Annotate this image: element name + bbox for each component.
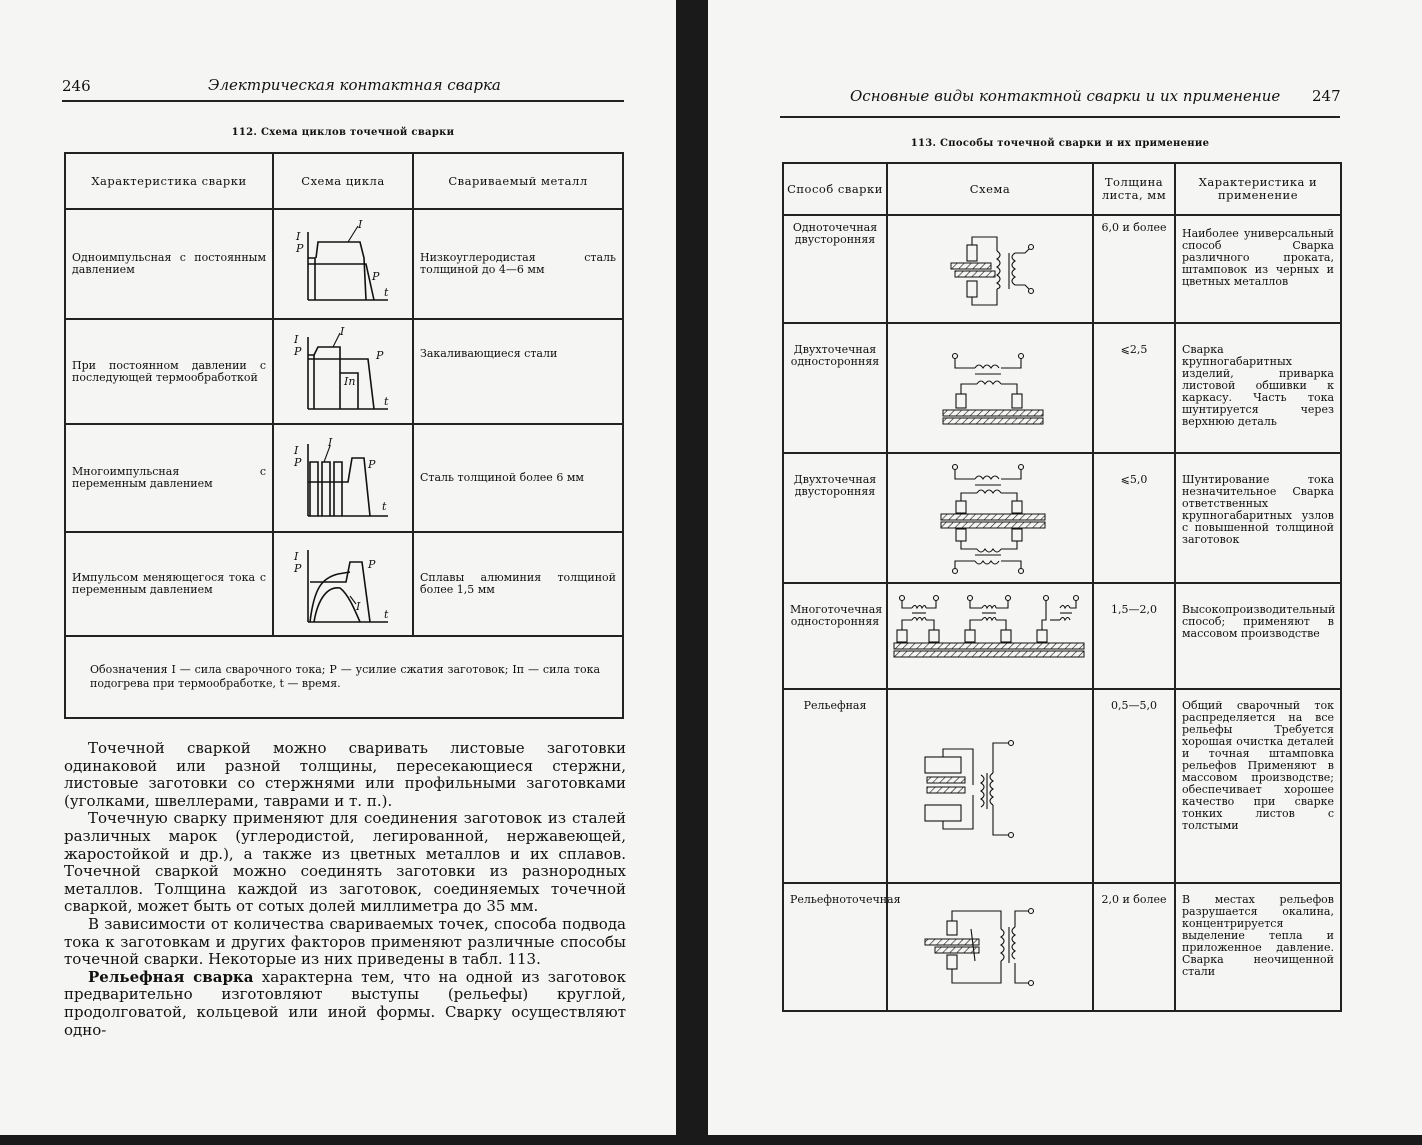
scheme-diagram-1 bbox=[887, 215, 1093, 323]
table-113-header-scheme: Схема bbox=[887, 163, 1093, 215]
body-text-left bbox=[64, 740, 626, 1039]
svg-text:I: I bbox=[340, 325, 345, 338]
table-112-row-2-type: При постоянном давлении с последующей термообработкой bbox=[72, 358, 266, 384]
scheme-diagram-6 bbox=[887, 883, 1093, 1011]
svg-text:P: P bbox=[368, 457, 376, 471]
table-113-header-method: Способ сварки bbox=[783, 163, 887, 215]
table-113-row-5-thickness: 0,5—5,0 bbox=[1111, 699, 1157, 712]
table-112-header-cycle: Схема цикла bbox=[273, 153, 413, 209]
svg-text:P: P bbox=[376, 349, 384, 362]
page-number-left: 246 bbox=[62, 77, 91, 95]
table-113-row-2-thickness: ⩽2,5 bbox=[1120, 343, 1148, 356]
svg-text:t: t bbox=[382, 499, 387, 513]
scheme-diagram-5 bbox=[887, 689, 1093, 883]
svg-text:t: t bbox=[384, 607, 389, 621]
table-113-row-4-description: Высокопроизводительный способ; применяют в массовом производстве bbox=[1182, 603, 1336, 640]
table-113-header-description: Характеристика и применение bbox=[1175, 163, 1341, 215]
label-P: P bbox=[296, 241, 304, 255]
term-relief-welding: Рельефная сварка bbox=[88, 967, 254, 986]
svg-text:I: I bbox=[356, 599, 361, 613]
table-113-row-6-thickness: 2,0 и более bbox=[1101, 893, 1167, 906]
table-113-row-4-method: Многоточечная односторонняя bbox=[790, 603, 883, 628]
cycle-diagram-4 bbox=[273, 532, 413, 636]
paragraph-4-rest: характерна тем, что на одной из заготовок предварительно изготовляют выступы (рельефы) круглой, продолговатой, кольцевой или иной формы. Сварку осуществляют одно- bbox=[64, 967, 627, 1039]
svg-text:P: P bbox=[372, 269, 380, 283]
cycle-diagram-3 bbox=[273, 424, 413, 532]
svg-text:P: P bbox=[294, 455, 302, 469]
scheme-diagram-2 bbox=[887, 323, 1093, 453]
svg-text:I: I bbox=[294, 549, 299, 563]
table-113-header-thickness: Толщина листа, мм bbox=[1093, 163, 1175, 215]
table-112-row-1-type: Одноимпульсная с постоянным давлением bbox=[72, 251, 266, 276]
table-112-header-metal: Свариваемый металл bbox=[413, 153, 623, 209]
running-head-left: Электрическая контактная сварка bbox=[208, 76, 501, 94]
running-head-right: Основные виды контактной сварки и их применение bbox=[850, 87, 1281, 105]
table-113-row-5-method: Рельефная bbox=[803, 699, 867, 712]
table-112-caption: 112. Схема циклов точечной сварки bbox=[231, 127, 455, 138]
table-113-row-1-method: Одноточечная двусторонняя bbox=[792, 221, 878, 246]
table-113 bbox=[782, 162, 1342, 1012]
table-113-row-2-description: Сварка крупногабаритных изделий, приварка листовой обшивки к каркасу. Часть тока шунтируется через верхнюю деталь bbox=[1182, 343, 1334, 428]
table-112-row-1-metal: Низкоуглеродистая сталь толщиной до 4—6 мм bbox=[420, 251, 616, 276]
table-113-row-6-description: В местах рельефов разрушается окалина, концентрируется выделение тепла и приложенное давление. Сварка неочищенной стали bbox=[1182, 893, 1334, 978]
label-t: t bbox=[384, 285, 389, 299]
table-113-row-2-method: Двухточечная односторонняя bbox=[790, 343, 880, 368]
table-113-row-3-thickness: ⩽5,0 bbox=[1120, 473, 1148, 486]
svg-text:I: I bbox=[294, 443, 299, 457]
page-number-right: 247 bbox=[1312, 87, 1341, 105]
table-112-note: Обозначения I — сила сварочного тока; P — усилие сжатия заготовок; Iп — сила тока подогрева при термообработке, t — время. bbox=[90, 663, 600, 690]
table-112-row-4-metal: Сплавы алюминия толщиной более 1,5 мм bbox=[420, 571, 616, 596]
paragraph-1: Точечной сваркой можно сваривать листовые заготовки одинаковой или разной толщины, пересекающиеся стержни, листовые заготовки со стержнями или профильными заготовками (уголками, швеллерами, таврами и т. п.). bbox=[64, 739, 626, 810]
table-112-row-2-metal: Закаливающиеся стали bbox=[420, 347, 558, 360]
svg-text:P: P bbox=[294, 345, 302, 358]
header-rule-left bbox=[62, 100, 624, 102]
svg-text:I: I bbox=[294, 333, 299, 346]
table-113-row-5-description: Общий сварочный ток распределяется на все рельефы Требуется хорошая очистка деталей и точная штамповка рельефов Применяют в массовом производстве; обеспечивает хорошее качество при сварке тонких листов с толстыми bbox=[1182, 699, 1334, 832]
cycle-diagram-1 bbox=[273, 209, 413, 319]
paragraph-2: Точечную сварку применяют для соединения заготовок из сталей различных марок (углеродистой, легированной, нержавеющей, жаростойкой и др.), а также из цветных металлов и их сплавов. Точечной сваркой можно соединять заготовки из разнородных металлов. Толщина каждой из заготовок, соединяемых точечной сваркой, может быть от сотых долей миллиметра до 35 мм. bbox=[64, 809, 626, 916]
table-113-row-4-thickness: 1,5—2,0 bbox=[1111, 603, 1157, 616]
cycle-diagram-2 bbox=[273, 319, 413, 424]
table-112-header-type: Характеристика сварки bbox=[65, 153, 273, 209]
right-page bbox=[708, 0, 1422, 1135]
svg-text:I: I bbox=[328, 435, 333, 449]
svg-text:I: I bbox=[358, 217, 363, 231]
left-page bbox=[0, 0, 676, 1135]
table-113-caption: 113. Способы точечной сварки и их применение bbox=[910, 138, 1210, 149]
scheme-diagram-3 bbox=[887, 453, 1093, 583]
table-113-row-1-description: Наиболее универсальный способ Сварка различного проката, штамповок из черных и цветных металлов bbox=[1182, 227, 1334, 288]
svg-text:t: t bbox=[384, 395, 389, 408]
header-rule-right bbox=[780, 116, 1340, 118]
table-112 bbox=[64, 152, 624, 719]
table-113-row-1-thickness: 6,0 и более bbox=[1101, 221, 1167, 234]
label-I: I bbox=[296, 229, 301, 243]
table-112-row-3-metal: Сталь толщиной более 6 мм bbox=[420, 471, 584, 484]
table-112-row-4-type: Импульсом меняющегося тока с переменным давлением bbox=[72, 571, 266, 596]
table-113-row-3-description: Шунтирование тока незначительное Сварка ответственных крупногабаритных узлов с повышенной толщиной заготовок bbox=[1182, 473, 1334, 546]
scheme-diagram-4 bbox=[887, 583, 1093, 689]
svg-text:P: P bbox=[368, 557, 376, 571]
table-113-row-6-method: Рельефноточечная bbox=[790, 893, 901, 906]
paragraph-3: В зависимости от количества свариваемых точек, способа подвода тока к заготовкам и других факторов применяют различные способы точечной сварки. Некоторые из них приведены в табл. 113. bbox=[64, 914, 626, 969]
table-112-row-3-type: Многоимпульсная с переменным давлением bbox=[72, 465, 266, 490]
paragraph-4 bbox=[64, 969, 626, 1039]
table-113-row-3-method: Двухточечная двусторонняя bbox=[793, 473, 877, 498]
label-Ip: Iп bbox=[344, 375, 356, 388]
svg-text:P: P bbox=[294, 561, 302, 575]
